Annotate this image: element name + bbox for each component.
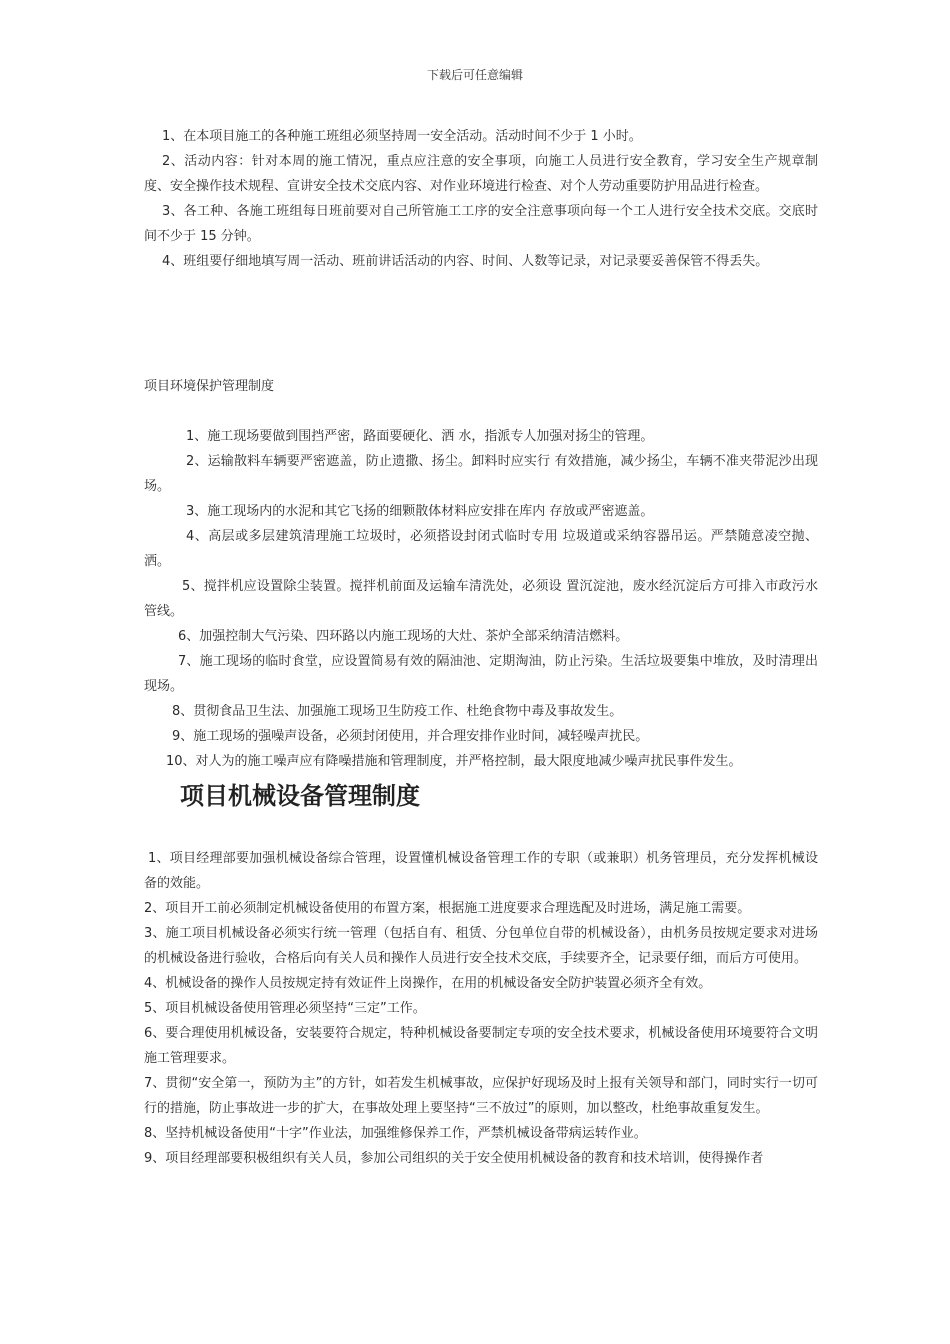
activity-rule-2: 2、活动内容：针对本周的施工情况，重点应注意的安全事项，向施工人员进行安全教育，学习安全生产规章制度、安全操作技术规程、宣讲安全技术交底内容、对作业环境进行检查、对个人劳动重要防护用品进行检查。: [144, 154, 818, 194]
env-rules-section: [144, 424, 818, 774]
machine-rule-7: 7、贯彻“安全第一，预防为主”的方针，如若发生机械事故，应保护好现场及时上报有关领导和部门，同时实行一切可行的措施，防止事故进一步的扩大，在事故处理上要坚持“三不放过”的原则，加以整改，杜绝事故重复发生。: [144, 1076, 818, 1116]
env-rule-10: 10、对人为的施工噪声应有降噪措施和管理制度，并严格控制，最大限度地减少噪声扰民事件发生。: [166, 754, 742, 769]
machine-rule-6: 6、要合理使用机械设备，安装要符合规定，特种机械设备要制定专项的安全技术要求，机械设备使用环境要符合文明施工管理要求。: [144, 1026, 818, 1066]
env-section-title: 项目环境保护管理制度: [144, 379, 275, 394]
activity-rules-section: [144, 124, 818, 274]
env-title-section: [144, 374, 818, 399]
machine-rule-1: 1、项目经理部要加强机械设备综合管理，设置懂机械设备管理工作的专职（或兼职）机务管理员，充分发挥机械设备的效能。: [144, 851, 818, 891]
machine-section-title: 项目机械设备管理制度: [180, 782, 420, 810]
env-rule-5: 5、搅拌机应设置除尘装置。搅拌机前面及运输车清洗处，必须设 置沉淀池，废水经沉淀后方可排入市政污水管线。: [144, 579, 818, 619]
activity-rule-4: 4、班组要仔细地填写周一活动、班前讲话活动的内容、时间、人数等记录，对记录要妥善保管不得丢失。: [162, 254, 769, 269]
env-rule-9: 9、施工现场的强噪声设备，必须封闭使用，并合理安排作业时间，减轻噪声扰民。: [172, 729, 649, 744]
env-rule-6: 6、加强控制大气污染、四环路以内施工现场的大灶、茶炉全部采纳清洁燃料。: [178, 629, 629, 644]
machine-rule-8: 8、坚持机械设备使用“十字”作业法，加强维修保养工作，严禁机械设备带病运转作业。: [144, 1126, 647, 1141]
page-header: 下载后可任意编辑: [426, 68, 523, 82]
machine-rule-2: 2、项目开工前必须制定机械设备使用的布置方案，根据施工进度要求合理选配及时进场，满足施工需要。: [144, 901, 751, 916]
env-rule-2: 2、运输散料车辆要严密遮盖，防止遗撒、扬尘。卸料时应实行 有效措施，减少扬尘，车辆不准夹带泥沙出现场。: [144, 454, 818, 494]
machine-rule-9: 9、项目经理部要积极组织有关人员，参加公司组织的关于安全使用机械设备的教育和技术培训，使得操作者: [144, 1151, 764, 1166]
env-rule-8: 8、贯彻食品卫生法、加强施工现场卫生防疫工作、杜绝食物中毒及事故发生。: [172, 704, 623, 719]
env-rule-1: 1、施工现场要做到围挡严密，路面要硬化、洒 水，指派专人加强对扬尘的管理。: [186, 429, 654, 444]
env-rule-4: 4、高层或多层建筑清理施工垃圾时，必须搭设封闭式临时专用 垃圾道或采纳容器吊运。严禁随意凌空抛、洒。: [144, 529, 818, 569]
activity-rule-3: 3、各工种、各施工班组每日班前要对自己所管施工工序的安全注意事项向每一个工人进行安全技术交底。交底时间不少于 15 分钟。: [144, 204, 818, 244]
env-rule-7: 7、施工现场的临时食堂，应设置简易有效的隔油池、定期淘油，防止污染。生活垃圾要集中堆放，及时清理出现场。: [144, 654, 818, 694]
machine-rule-4: 4、机械设备的操作人员按规定持有效证件上岗操作，在用的机械设备安全防护装置必须齐全有效。: [144, 976, 712, 991]
env-rule-3: 3、施工现场内的水泥和其它飞扬的细颗散体材料应安排在库内 存放或严密遮盖。: [186, 504, 654, 519]
machine-title-section: [144, 778, 818, 814]
machine-rule-5: 5、项目机械设备使用管理必须坚持“三定”工作。: [144, 1001, 426, 1016]
machine-rules-section: [144, 846, 818, 1171]
machine-rule-3: 3、施工项目机械设备必须实行统一管理（包括自有、租赁、分包单位自带的机械设备），由机务员按规定要求对进场的机械设备进行验收，合格后向有关人员和操作人员进行安全技术交底，手续要齐全，记录要仔细，而后方可使用。: [144, 926, 818, 966]
activity-rule-1: 1、在本项目施工的各种施工班组必须坚持周一安全活动。活动时间不少于 1 小时。: [162, 129, 642, 144]
